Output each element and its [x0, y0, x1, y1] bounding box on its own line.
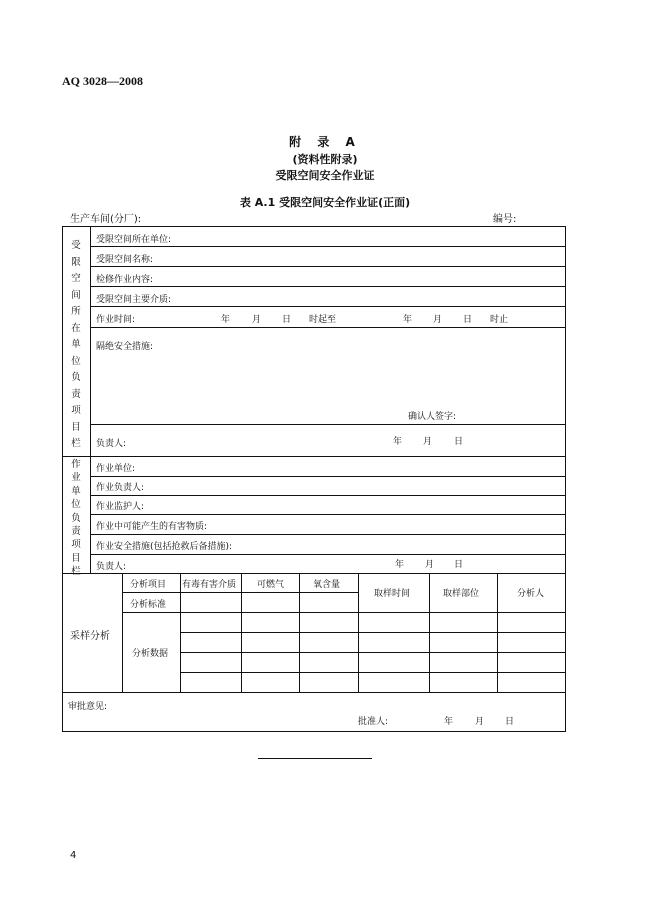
- field-work-time: 作业时间:: [96, 315, 136, 325]
- column-combustible-gas: 可燃气: [257, 580, 285, 590]
- field-confined-space-unit: 受限空间所在单位:: [96, 235, 172, 245]
- column-toxic-medium: 有毒有害介质: [182, 580, 237, 590]
- column-sampling-time: 取样时间: [374, 589, 411, 599]
- time-month-end: 月: [433, 315, 443, 325]
- field-work-supervisor: 作业监护人:: [96, 502, 145, 512]
- field-confined-space-name: 受限空间名称:: [96, 255, 154, 265]
- column-sampling-location: 取样部位: [443, 589, 480, 599]
- section2-date-day: 日: [454, 560, 464, 570]
- analysis-item-label: 分析项目: [130, 580, 167, 590]
- time-hour-until: 时止: [490, 315, 509, 325]
- approval-date-day: 日: [505, 717, 515, 727]
- section1-date-day: 日: [454, 437, 464, 447]
- time-day-end: 日: [463, 315, 473, 325]
- section1-date-month: 月: [423, 437, 433, 447]
- standard-number: AQ 3028—2008: [62, 74, 143, 88]
- page-number: 4: [70, 850, 77, 861]
- time-day-start: 日: [282, 315, 292, 325]
- appendix-name: 受限空间安全作业证: [275, 169, 375, 182]
- analysis-standard-label: 分析标准: [130, 600, 167, 610]
- section2-side-label: 作 业 单 位 负 责 项 目 栏: [71, 459, 81, 578]
- column-oxygen-content: 氧含量: [313, 580, 341, 590]
- section1-date-year: 年: [393, 437, 403, 447]
- approval-date-year: 年: [444, 717, 454, 727]
- field-main-medium: 受限空间主要介质:: [96, 295, 172, 305]
- field-isolation-measures: 隔绝安全措施:: [96, 342, 154, 352]
- number-label: 编号:: [493, 214, 517, 225]
- time-hour-from: 时起至: [309, 315, 337, 325]
- appendix-subtitle: (资料性附录): [292, 153, 358, 166]
- time-year-end: 年: [403, 315, 413, 325]
- appendix-title: 附 录 A: [289, 135, 361, 149]
- table-title: 表 A.1 受限空间安全作业证(正面): [239, 196, 411, 209]
- time-month-start: 月: [252, 315, 262, 325]
- column-analyst: 分析人: [517, 589, 545, 599]
- field-work-leader: 作业负责人:: [96, 483, 145, 493]
- approval-date-month: 月: [475, 717, 485, 727]
- analysis-data-label: 分析数据: [132, 649, 169, 659]
- sampling-analysis-label: 采样分析: [70, 631, 110, 642]
- section2-date-month: 月: [425, 560, 435, 570]
- field-hazardous-substances: 作业中可能产生的有害物质:: [96, 522, 208, 532]
- approval-opinion-label: 审批意见:: [68, 702, 108, 712]
- section2-date-year: 年: [395, 560, 405, 570]
- time-year-start: 年: [221, 315, 231, 325]
- field-safety-measures: 作业安全措施(包括抢救后备措施):: [96, 542, 233, 552]
- field-section1-responsible: 负责人:: [96, 439, 127, 449]
- workshop-label: 生产车间(分厂):: [70, 214, 142, 225]
- approver-label: 批准人:: [358, 717, 389, 727]
- field-section2-responsible: 负责人:: [96, 562, 127, 572]
- field-work-unit: 作业单位:: [96, 464, 136, 474]
- field-confirmer-signature: 确认人签字:: [408, 412, 457, 422]
- section1-side-label: 受 限 空 间 所 在 单 位 负 责 项 目 栏: [71, 240, 81, 449]
- end-rule: [258, 758, 372, 759]
- field-work-content: 检修作业内容:: [96, 275, 154, 285]
